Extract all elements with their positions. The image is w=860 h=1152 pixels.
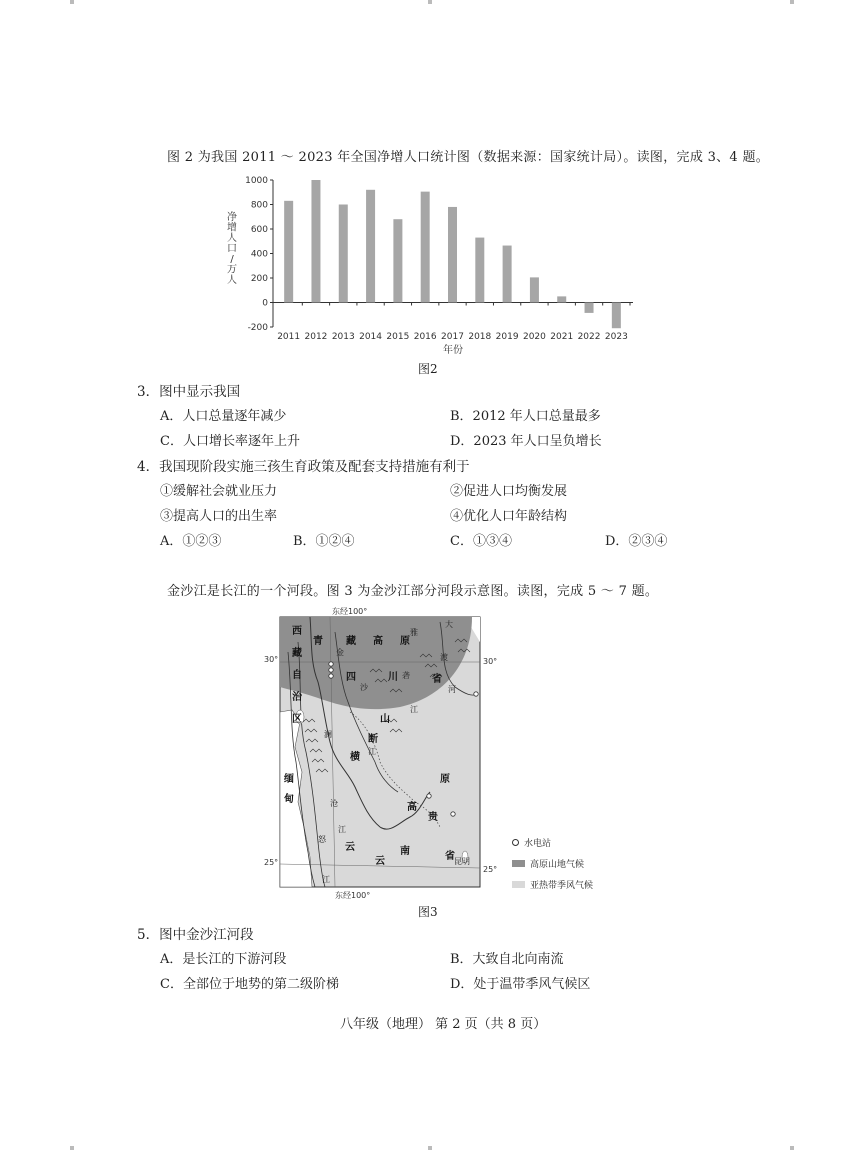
y-tick-label: 400 [250, 249, 268, 260]
bar-2012 [311, 180, 320, 303]
map-label: 高 [373, 636, 383, 647]
map-label: 南 [400, 846, 410, 857]
y-tick-label: 1000 [245, 176, 268, 186]
map-label: 治 [292, 692, 302, 703]
legend-hydro [512, 836, 593, 849]
river-label: 江 [410, 705, 418, 714]
latitude-30-label-left: 30° [264, 655, 279, 664]
crop-mark [790, 0, 794, 4]
y-tick-label: 600 [250, 225, 268, 235]
question-5-option-a: A．是长江的下游河段 [160, 952, 287, 967]
y-axis-label-char: 万 [227, 264, 237, 276]
y-tick-label: 800 [250, 200, 268, 211]
question-4-option-c: C．①③④ [450, 534, 512, 549]
river-label: 砻 [402, 671, 410, 680]
hydro-station-icon [512, 839, 519, 846]
crop-mark [790, 1146, 794, 1150]
map-label: 四 [346, 672, 356, 683]
map-label: 云 [375, 856, 385, 867]
y-axis-label-char: 增 [227, 222, 237, 234]
legend-subtropical-label: 亚热带季风气候 [530, 881, 594, 891]
bar-2015 [393, 219, 402, 302]
y-axis-label-char: 净 [227, 212, 237, 223]
y-tick-label: -200 [247, 323, 268, 333]
bar-2013 [339, 205, 348, 303]
latitude-25-label-right: 25° [483, 865, 498, 874]
river-label: 金 [336, 648, 344, 657]
y-tick-label: 0 [262, 298, 268, 309]
x-tick-label: 2012 [304, 332, 328, 342]
map-label: 山 [380, 714, 390, 725]
question-4-statement-2: ②促进人口均衡发展 [450, 484, 568, 499]
question-4-stem: 4．我国现阶段实施三孩生育政策及配套支持措施有利于 [137, 459, 470, 475]
map-label: 甸 [284, 794, 294, 805]
x-tick-label: 2023 [604, 332, 628, 342]
bar-2019 [503, 246, 512, 303]
bar-2020 [530, 277, 539, 302]
page-footer: 八年级（地理） 第 2 页（共 8 页） [340, 1017, 547, 1032]
map-label: 断 [368, 734, 378, 745]
x-tick-label: 2021 [550, 332, 574, 342]
y-tick-label: 200 [250, 274, 268, 284]
river-label: 江 [338, 825, 346, 834]
map-label: 藏 [292, 648, 302, 659]
map-label: 自 [292, 670, 302, 681]
crop-mark [428, 1146, 432, 1150]
river-label: 澜 [324, 730, 332, 739]
river-label: 沧 [330, 799, 338, 808]
bar-2023 [612, 303, 621, 329]
map-label: 区 [292, 714, 302, 725]
river-label: 怒 [318, 835, 326, 844]
x-tick-label: 2019 [495, 332, 519, 342]
question-4-option-d: D．②③④ [605, 534, 668, 549]
question-3-option-b: B．2012 年人口总量最多 [450, 409, 601, 424]
map-label: 缅 [284, 774, 294, 785]
x-tick-label: 2017 [441, 332, 464, 342]
question-3-option-a: A．人口总量逐年减少 [160, 409, 287, 424]
map-label: 省 [432, 674, 442, 685]
bar-2014 [366, 190, 375, 303]
river-label: 渡 [440, 653, 448, 662]
river-label: 大 [445, 620, 453, 629]
x-tick-label: 2011 [277, 332, 301, 342]
x-tick-label: 2016 [413, 332, 437, 342]
y-axis-label-char: 人 [227, 275, 237, 286]
legend-hydro-label: 水电站 [524, 839, 552, 849]
bar-2018 [475, 238, 484, 303]
map-label: 原 [400, 636, 410, 647]
figure-3-caption: 图3 [418, 905, 438, 919]
question-5-option-c: C．全部位于地势的第二级阶梯 [160, 977, 339, 992]
x-tick-label: 2018 [468, 332, 492, 342]
crop-mark [70, 1146, 74, 1150]
legend-subtropical [512, 878, 593, 891]
question-5-stem: 5．图中金沙江河段 [137, 927, 254, 943]
bar-2016 [421, 192, 430, 303]
latitude-25-label-left: 25° [264, 858, 279, 867]
x-tick-label: 2015 [386, 332, 410, 342]
crop-mark [70, 0, 74, 4]
river-label: 雅 [410, 628, 418, 637]
map-label: 省 [445, 851, 455, 862]
map-label: 横 [350, 752, 360, 763]
x-tick-label: 2014 [359, 332, 383, 342]
river-label: 沙 [360, 683, 368, 692]
x-tick-label: 2013 [331, 332, 355, 342]
map-label: 贵 [428, 812, 438, 823]
map-label: 西 [292, 626, 302, 637]
map-legend [512, 836, 593, 891]
question-5-option-d: D．处于温带季风气候区 [450, 977, 591, 992]
map-label: 川 [388, 672, 398, 683]
x-axis-label: 年份 [443, 345, 463, 356]
crop-mark [428, 0, 432, 4]
question-4-statement-3: ③提高人口的出生率 [160, 509, 278, 524]
legend-plateau-label: 高原山地气候 [530, 860, 585, 870]
bar-2017 [448, 207, 457, 303]
y-axis-label-char: 人 [227, 233, 237, 244]
river-label: 江 [368, 747, 376, 756]
map-label: 藏 [346, 636, 356, 647]
longitude-label-bottom: 东经100° [335, 891, 371, 900]
y-axis-label-char: / [230, 254, 234, 265]
population-chart [218, 170, 648, 360]
question-5-option-b: B．大致自北向南流 [450, 952, 564, 967]
question-4-option-a: A．①②③ [160, 534, 222, 549]
map-label: 高 [407, 802, 417, 813]
question-4-statement-1: ①缓解社会就业压力 [160, 484, 278, 499]
population-bar-chart [218, 170, 648, 360]
river-label: 河 [448, 685, 456, 694]
question-4-option-b: B．①②④ [293, 534, 355, 549]
figure-2-caption: 图2 [418, 362, 438, 376]
map-label: 青 [313, 636, 323, 647]
bar-2022 [585, 303, 594, 313]
question-4-statement-4: ④优化人口年龄结构 [450, 509, 568, 524]
x-tick-label: 2022 [577, 332, 601, 342]
x-tick-label: 2020 [522, 332, 546, 342]
longitude-label-top: 东经100° [332, 607, 368, 616]
question-3-option-d: D．2023 年人口呈负增长 [450, 434, 602, 449]
latitude-30-label-right: 30° [483, 657, 498, 666]
intro-paragraph-fig3: 金沙江是长江的一个河段。图 3 为金沙江部分河段示意图。读图，完成 5 ～ 7 题。 [167, 584, 659, 599]
bar-2021 [557, 296, 566, 302]
plateau-swatch [512, 860, 525, 867]
city-label-kunming: 昆明 [454, 857, 470, 866]
map-label: 云 [345, 842, 355, 853]
map-label: 原 [440, 774, 450, 785]
legend-plateau [512, 857, 593, 870]
intro-paragraph-fig2: 图 2 为我国 2011 ～ 2023 年全国净增人口统计图（数据来源：国家统计局）。读图，完成 3、4 题。 [167, 150, 770, 165]
question-3-stem: 3．图中显示我国 [137, 384, 241, 400]
question-3-option-c: C．人口增长率逐年上升 [160, 434, 300, 449]
subtropical-swatch [512, 881, 525, 888]
y-axis-label-char: 口 [227, 243, 237, 255]
bar-2011 [284, 201, 293, 303]
river-label: 江 [322, 875, 330, 884]
